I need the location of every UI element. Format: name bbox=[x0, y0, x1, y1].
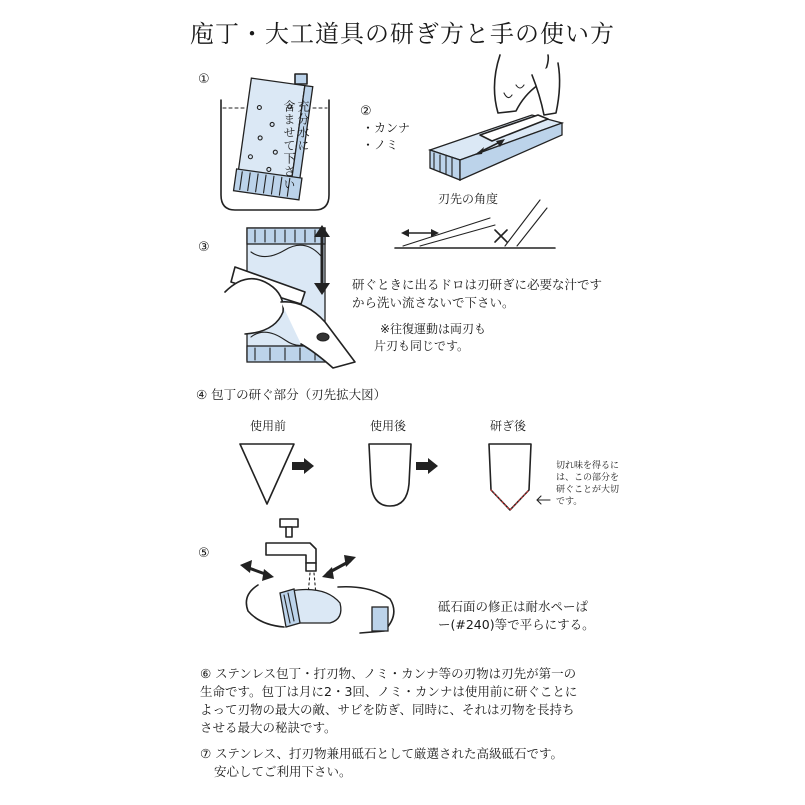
step4-heading: ④ 包丁の研ぐ部分（刃先拡大図） bbox=[196, 387, 387, 402]
arrow-right-icon bbox=[292, 458, 316, 474]
step6-line4: させる最大の秘訣です。 bbox=[200, 720, 337, 735]
step2-tool-kanna: ・カンナ bbox=[362, 121, 411, 135]
page-title: 庖丁・大工道具の研ぎ方と手の使い方 bbox=[190, 20, 615, 48]
step3-illustration bbox=[225, 222, 365, 372]
blade-edge-after-sharpen bbox=[485, 440, 535, 515]
step6-line1: ⑥ ステンレス包丁・打刃物、ノミ・カンナ等の刃物は刃先が第一の bbox=[200, 666, 577, 681]
step1-note-line2: 含ませて下さい bbox=[282, 100, 296, 191]
step5-text-line1: 砥石面の修正は耐水ペーぱ bbox=[438, 599, 589, 614]
blade-edge-after-use bbox=[365, 440, 415, 510]
step1-note-line1: 充分水に bbox=[296, 100, 310, 152]
blade-edge-before bbox=[238, 440, 298, 510]
step2-tool-nomi: ・ノミ bbox=[362, 138, 399, 152]
step4-note-line1: 切れ味を得るに bbox=[556, 461, 620, 471]
step4-note-line3: 研ぐことが大切 bbox=[556, 485, 620, 495]
step2-illustration bbox=[420, 55, 570, 185]
step4-note-line2: は、この部分を bbox=[556, 473, 620, 483]
step3-text-line2: から洗い流さないで下さい。 bbox=[352, 295, 515, 310]
step7-line2: 安心してご利用下さい。 bbox=[214, 764, 352, 779]
step3-number: ③ bbox=[198, 240, 210, 255]
step3-text-line1: 研ぐときに出るドロは刃研ぎに必要な汁です bbox=[352, 277, 603, 292]
step5-illustration bbox=[240, 515, 410, 640]
step6-line2: 生命です。包丁は月に2・3回、ノミ・カンナは使用前に研ぐことに bbox=[200, 684, 578, 699]
blade-angle-diagram bbox=[395, 200, 555, 255]
arrow-right-icon bbox=[416, 458, 440, 474]
step5-number: ⑤ bbox=[198, 546, 210, 561]
step5-text-line2: ー(#240)等で平らにする。 bbox=[438, 617, 595, 632]
step3-note-line2: 片刃も同じです。 bbox=[374, 339, 470, 353]
vertical-double-arrow bbox=[312, 225, 332, 295]
step4-label-before: 使用前 bbox=[250, 419, 287, 433]
step7-line1: ⑦ ステンレス、打刃物兼用砥石として厳選された高級砥石です。 bbox=[200, 746, 563, 761]
step4-note-line4: です。 bbox=[556, 497, 583, 507]
step4-label-after-sharpen: 研ぎ後 bbox=[490, 419, 527, 433]
step3-note-line1: ※往復運動は両刃も bbox=[380, 322, 487, 336]
step6-line3: よって刃物の最大の敵、サビを防ぎ、同時に、それは刃物を長持ち bbox=[200, 702, 575, 717]
step1-number: ① bbox=[198, 72, 210, 87]
pointer-arrow-icon bbox=[535, 496, 551, 504]
step1-illustration bbox=[215, 70, 335, 215]
step2-number: ② bbox=[360, 104, 372, 119]
step4-label-after-use: 使用後 bbox=[370, 419, 407, 433]
step2-angle-label: 刃先の角度 bbox=[438, 192, 499, 206]
